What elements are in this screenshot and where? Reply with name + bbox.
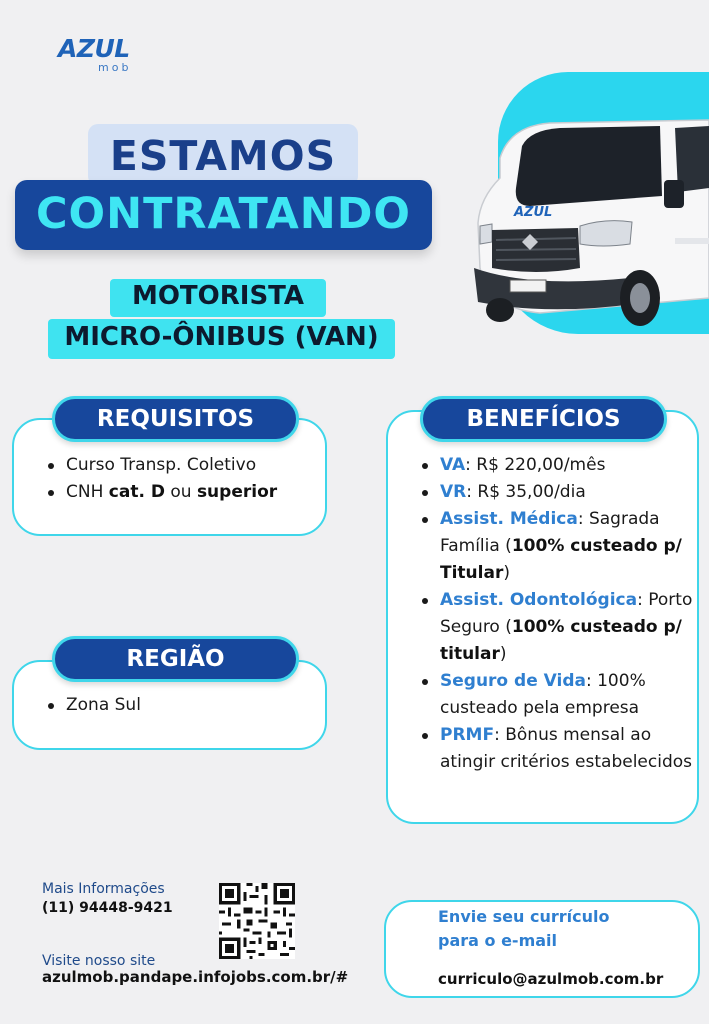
email-cta: Envie seu currículo para o e-mail bbox=[438, 907, 610, 950]
region-title: REGIÃO bbox=[52, 636, 299, 682]
logo-azul: AZUL bbox=[58, 34, 130, 63]
site-label: Visite nosso site bbox=[42, 953, 156, 969]
list-item: Seguro de Vida: 100% custeado pela empresa bbox=[414, 668, 696, 722]
list-item: PRMF: Bônus mensal ao atingir critérios estabelecidos bbox=[414, 722, 696, 776]
headline-contratando: CONTRATANDO bbox=[36, 189, 411, 239]
headline-estamos: ESTAMOS bbox=[109, 132, 337, 180]
list-item: CNH cat. D ou superior bbox=[40, 479, 325, 506]
benefits-list bbox=[414, 452, 696, 776]
qr-code-icon[interactable] bbox=[219, 883, 295, 959]
list-item: VA: R$ 220,00/mês bbox=[414, 452, 696, 479]
email-address[interactable]: curriculo@azulmob.com.br bbox=[438, 970, 664, 988]
info-label: Mais Informações bbox=[42, 881, 165, 897]
list-item: Assist. Médica: Sagrada Família (100% custeado p/ Titular) bbox=[414, 506, 696, 587]
list-item: VR: R$ 35,00/dia bbox=[414, 479, 696, 506]
van-brand-text: AZUL bbox=[514, 205, 553, 220]
list-item: Assist. Odontológica: Porto Seguro (100% custeado p/ titular) bbox=[414, 587, 696, 668]
requirements-title: REQUISITOS bbox=[52, 396, 299, 442]
van-image bbox=[470, 118, 709, 338]
site-link[interactable]: azulmob.pandape.infojobs.com.br/# bbox=[42, 968, 349, 986]
logo-mob: mob bbox=[98, 61, 132, 74]
phone-number[interactable]: (11) 94448-9421 bbox=[42, 900, 173, 916]
role-title-2: MICRO-ÔNIBUS (VAN) bbox=[64, 322, 379, 352]
region-list bbox=[40, 692, 325, 719]
role-title-1: MOTORISTA bbox=[131, 281, 305, 311]
requirements-list bbox=[40, 452, 325, 506]
benefits-title: BENEFÍCIOS bbox=[420, 396, 667, 442]
list-item: Curso Transp. Coletivo bbox=[40, 452, 325, 479]
list-item: Zona Sul bbox=[40, 692, 325, 719]
